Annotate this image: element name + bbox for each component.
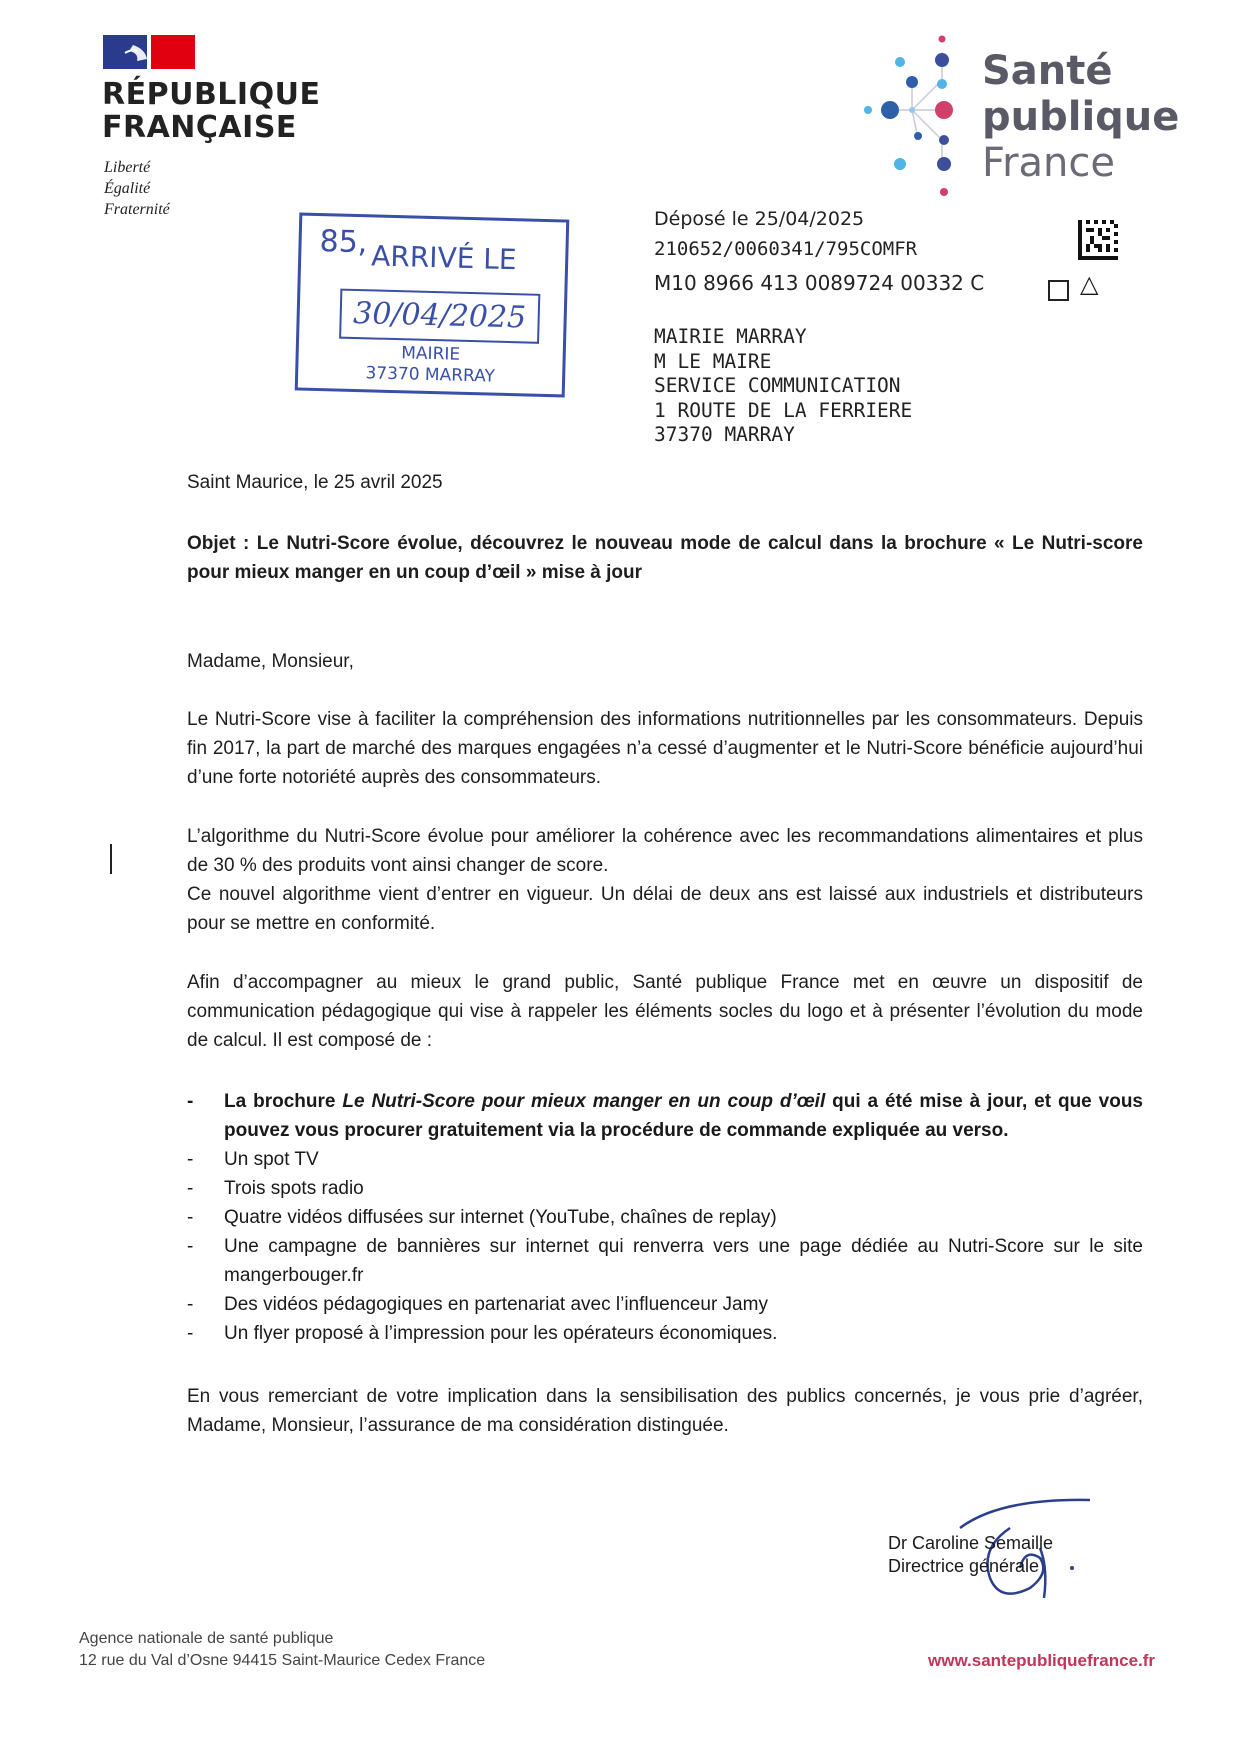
closing-paragraph: En vous remerciant de votre implication dans la sensibilisation des publics concernés, je vous prie d’agréer, Madame, Monsieur, l’assurance de ma considération distinguée. [187, 1386, 1143, 1436]
stamp-line1: MAIRIE [401, 343, 461, 365]
list-item: - Un flyer proposé à l’impression pour les opérateurs économiques. [187, 1319, 1143, 1348]
barcode-number: M10 8966 413 0089724 00332 C [654, 271, 985, 295]
list-item: - Trois spots radio [187, 1174, 1143, 1203]
paragraph-3: Afin d’accompagner au mieux le grand public, Santé publique France met en œuvre un dispositif de communication pédagogique qui vise à rappeler les éléments socles du logo et à présenter l’évolution du mode de calcul. Il est composé de : [187, 972, 1143, 1051]
greeting: Madame, Monsieur, [187, 651, 354, 672]
list-item: - La brochure Le Nutri-Score pour mieux manger en un coup d’œil qui a été mise à jour, et que vous pouvez vous procurer gratuitement via la procédure de commande expliquée au verso. [187, 1087, 1143, 1145]
stamp-line2: 37370 MARRAY [365, 363, 496, 387]
postal-square-symbol [1048, 280, 1069, 301]
signatory-role: Directrice générale [888, 1556, 1040, 1576]
datamatrix-code [1078, 220, 1118, 260]
stamp-date: 30/04/2025 [339, 289, 540, 344]
recipient-line: SERVICE COMMUNICATION [654, 374, 901, 397]
postal-reference: 210652/0060341/795COMFR [654, 238, 918, 260]
recipient-address [654, 325, 912, 448]
signatory-name: Dr Caroline Semaille [888, 1533, 1054, 1553]
margin-mark [110, 844, 112, 874]
list-item: - Quatre vidéos diffusées sur internet (YouTube, chaînes de replay) [187, 1203, 1143, 1232]
republic-motto: Liberté Égalité Fraternité [104, 159, 170, 218]
spf-molecule-logo [860, 32, 970, 202]
stamp-number: 85, [319, 224, 368, 261]
list-item: - Une campagne de bannières sur internet qui renverra vers une page dédiée au Nutri-Score sur le site mangerbouger.fr [187, 1232, 1143, 1290]
place-date: Saint Maurice, le 25 avril 2025 [187, 472, 443, 493]
arrival-stamp [295, 212, 570, 397]
paragraph-1: Le Nutri-Score vise à faciliter la compréhension des informations nutritionnelles par les consommateurs. Depuis fin 2017, la part de marché des marques engagées n’a cessé d’augmenter et le Nutri-Score bénéficie aujourd’hui d’une forte notoriété auprès des consommateurs. [187, 709, 1143, 788]
letter-subject: Objet : Le Nutri-Score évolue, découvrez le nouveau mode de calcul dans la brochure « Le Nutri-score pour mieux manger en un coup d’œil » mise à jour [187, 533, 1143, 583]
spf-wordmark: Santé publique France [982, 48, 1180, 186]
recipient-line: 1 ROUTE DE LA FERRIERE [654, 398, 913, 422]
list-item: - Des vidéos pédagogiques en partenariat avec l’influenceur Jamy [187, 1290, 1143, 1319]
deposit-date: Déposé le 25/04/2025 [654, 208, 865, 230]
recipient-line: MAIRIE MARRAY [654, 325, 807, 348]
postal-triangle-symbol: △ [1080, 271, 1099, 298]
stamp-title: ARRIVÉ LE [370, 239, 518, 277]
paragraph-2: L’algorithme du Nutri-Score évolue pour améliorer la cohérence avec les recommandations alimentaires et plus de 30 % des produits vont ainsi changer de score. Ce nouvel algorithme vient d’entrer en vigueur. Un délai de deux ans est laissé aux industriels et distributeurs pour se mettre en conformité. [187, 826, 1143, 934]
footer-address: 12 rue du Val d’Osne 94415 Saint-Maurice Cedex France [79, 1652, 486, 1669]
marianne-flag-logo [103, 35, 195, 69]
campaign-list [187, 1087, 1143, 1348]
recipient-line: 37370 MARRAY [654, 423, 795, 446]
list-item: - Un spot TV [187, 1145, 1143, 1174]
footer-agency: Agence nationale de santé publique [79, 1630, 334, 1647]
republic-title: RÉPUBLIQUE FRANÇAISE [102, 77, 321, 145]
footer-website-link[interactable]: www.santepubliquefrance.fr [928, 1651, 1156, 1670]
recipient-line: M LE MAIRE [654, 349, 772, 373]
